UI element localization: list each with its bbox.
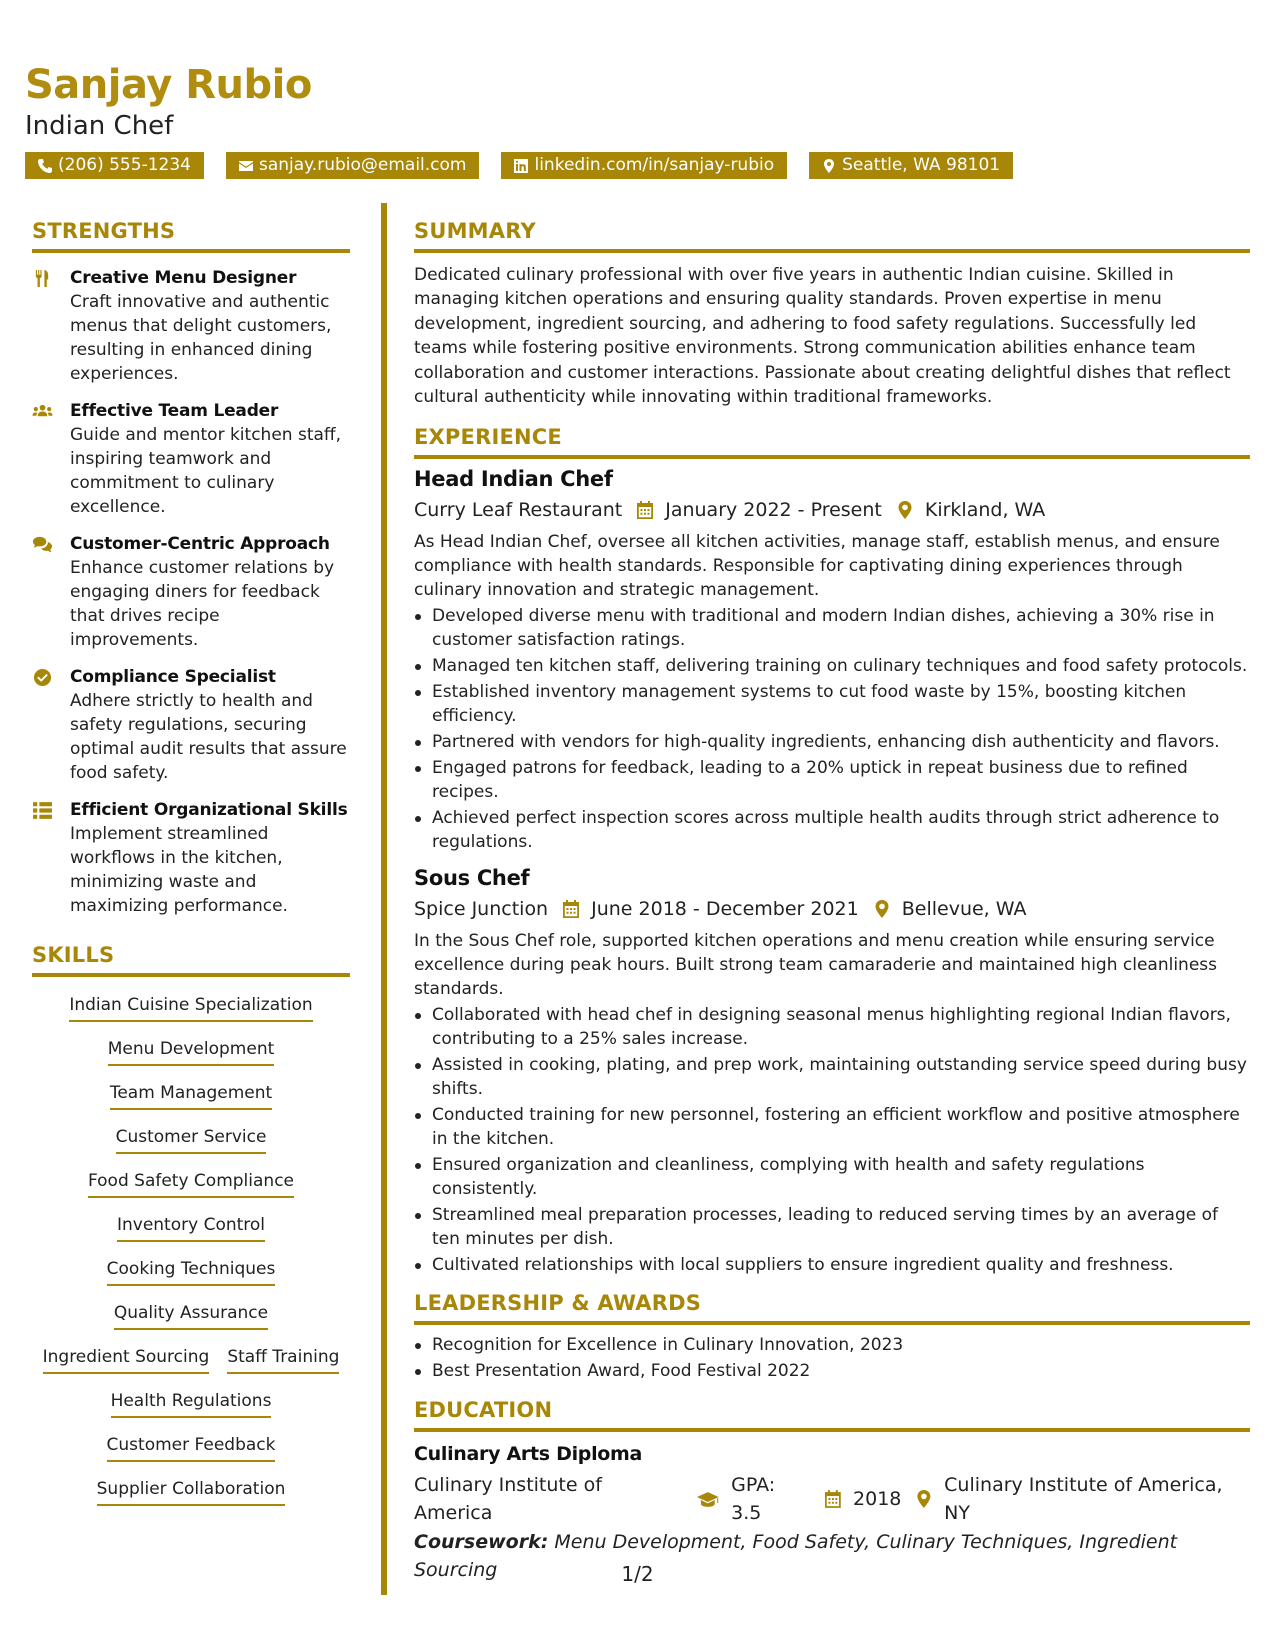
skill-tag: Inventory Control [117,1214,265,1242]
linkedin-icon [513,158,529,174]
skill-tag: Indian Cuisine Specialization [69,994,312,1022]
candidate-name: Sanjay Rubio [25,62,312,108]
strength-desc: Guide and mentor kitchen staff, inspiring teamwork and commitment to culinary excellence. [70,425,342,517]
strength-desc: Craft innovative and authentic menus that delight customers, resulting in enhanced dining experiences. [70,292,332,384]
job-company: Curry Leaf Restaurant [414,499,623,522]
graduation-year: 2018 [853,1488,902,1511]
contact-phone[interactable] [25,152,204,179]
skill-tag: Staff Training [227,1346,339,1374]
job-bullet: Conducted training for new personnel, fostering an efficient workflow and positive atmosphere in the kitchen. [414,1103,1250,1151]
strength-title: Compliance Specialist [70,667,276,687]
page-number: 1/2 [621,1562,654,1586]
job-bullet: Engaged patrons for feedback, leading to a 20% uptick in repeat business due to refined recipes. [414,756,1250,804]
skill-tag: Menu Development [108,1038,275,1066]
job-location: Kirkland, WA [924,499,1046,522]
strength-item [32,399,350,519]
strength-desc: Implement streamlined workflows in the kitchen, minimizing waste and maximizing performance. [70,824,288,916]
summary-text: Dedicated culinary professional with over five years in authentic Indian cuisine. Skilled in managing kitchen operations and ensuring quality standards. Proven expertise in menu development, ingredient sourcing, and adhering to food safety regulations. Successfully led teams while fostering positive environments. Strong communication abilities enhance team collaboration and customer interactions. Passionate about creating delightful dishes that reflect cultural authenticity while innovating within traditional frameworks. [414,265,1231,408]
right-column [414,216,1250,1584]
gpa: GPA: 3.5 [731,1474,776,1525]
linkedin-text: linkedin.com/in/sanjay-rubio [534,155,775,175]
summary-heading: SUMMARY [414,216,1250,253]
strength-title: Effective Team Leader [70,401,279,421]
contact-location [809,152,1013,179]
award-item: Recognition for Excellence in Culinary Innovation, 2023 [414,1333,1250,1357]
strength-item [32,798,350,918]
award-item: Best Presentation Award, Food Festival 2022 [414,1359,1250,1383]
calendar-icon [824,1489,842,1509]
skills-heading: SKILLS [32,940,350,977]
job-bullet: Streamlined meal preparation processes, leading to reduced serving times by an average of ten minutes per dish. [414,1203,1250,1251]
strength-item [32,532,350,652]
contact-linkedin[interactable] [501,152,787,179]
strengths-list [32,266,350,918]
phone-text: (206) 555-1234 [58,155,191,175]
candidate-title: Indian Chef [25,111,174,141]
job-dates: June 2018 - December 2021 [591,898,859,921]
location-text: Seattle, WA 98101 [842,155,1001,175]
job-bullet: Collaborated with head chef in designing seasonal menus highlighting regional Indian flavors, contributing to a 25% sales increase. [414,1003,1250,1051]
check-circle-icon [32,668,53,687]
strength-title: Efficient Organizational Skills [70,800,348,820]
skill-tag: Health Regulations [111,1390,272,1418]
skill-tag: Ingredient Sourcing [43,1346,210,1374]
calendar-icon [636,500,654,520]
skill-tag: Cooking Techniques [107,1258,276,1286]
strength-item [32,665,350,785]
job-bullet: Managed ten kitchen staff, delivering training on culinary techniques and food safety protocols. [414,654,1250,678]
map-pin-icon [821,158,837,174]
email-text: sanjay.rubio@email.com [258,155,467,175]
experience-heading: EXPERIENCE [414,422,1250,459]
strength-desc: Enhance customer relations by engaging diners for feedback that drives recipe improvements. [70,558,335,650]
strength-item [32,266,350,386]
strength-desc: Adhere strictly to health and safety regulations, securing optimal audit results that assure food safety. [70,691,347,783]
job-bullet: Partnered with vendors for high-quality ingredients, enhancing dish authenticity and flavors. [414,730,1250,754]
job-title: Sous Chef [414,866,530,891]
skill-tag: Team Management [110,1082,272,1110]
contact-bar [25,152,1250,179]
job-company: Spice Junction [414,898,549,921]
left-column [32,216,350,1522]
strength-title: Customer-Centric Approach [70,534,330,554]
school-name: Culinary Institute of America [414,1474,602,1525]
column-divider [381,203,387,1595]
job-meta [414,496,1250,524]
contact-email[interactable] [226,152,480,179]
calendar-icon [562,899,580,919]
job-title: Head Indian Chef [414,467,613,492]
job-entry [414,465,1250,854]
degree-title: Culinary Arts Diploma [414,1443,643,1466]
skill-tag: Supplier Collaboration [97,1478,286,1506]
skill-tag: Customer Feedback [107,1434,276,1462]
awards-heading: LEADERSHIP & AWARDS [414,1288,1250,1325]
awards-list [414,1333,1250,1383]
list-icon [32,801,53,820]
strength-title: Creative Menu Designer [70,268,297,288]
users-icon [32,402,53,421]
job-bullet: Established inventory management systems to cut food waste by 15%, boosting kitchen efficiency. [414,680,1250,728]
phone-icon [37,158,53,174]
graduation-cap-icon [696,1489,720,1509]
utensils-icon [32,269,53,288]
job-description: As Head Indian Chef, oversee all kitchen activities, manage staff, establish menus, and ensure compliance with health standards. Responsible for captivating dining experiences through culinary innovation and strategic management. [414,532,1220,601]
job-bullet: Developed diverse menu with traditional and modern Indian dishes, achieving a 30% rise in customer satisfaction ratings. [414,604,1250,652]
skill-tag: Quality Assurance [114,1302,268,1330]
job-bullets [414,604,1250,854]
job-entry [414,864,1250,1277]
comments-icon [32,535,53,554]
strengths-heading: STRENGTHS [32,216,350,253]
job-bullet: Ensured organization and cleanliness, complying with health and safety regulations consistently. [414,1153,1250,1201]
job-dates: January 2022 - Present [665,499,882,522]
coursework-text: Menu Development, Food Safety, Culinary Techniques, Ingredient Sourcing [414,1531,1178,1582]
education-meta [414,1471,1250,1527]
map-pin-icon [896,500,914,520]
map-pin-icon [915,1489,933,1509]
job-description: In the Sous Chef role, supported kitchen operations and menu creation while ensuring service excellence during peak hours. Built strong team camaraderie and maintained high cleanliness standards. [414,931,1218,1000]
job-bullet: Achieved perfect inspection scores across multiple health audits through strict adherence to regulations. [414,806,1250,854]
school-location: Culinary Institute of America, NY [944,1474,1223,1525]
coursework-label: Coursework: [414,1531,549,1554]
job-bullets [414,1003,1250,1277]
resume-header [25,58,1250,179]
job-location: Bellevue, WA [901,898,1027,921]
job-meta [414,895,1250,923]
skill-tag: Food Safety Compliance [88,1170,294,1198]
skill-tag: Customer Service [116,1126,267,1154]
envelope-icon [238,158,254,174]
education-heading: EDUCATION [414,1395,1250,1432]
job-bullet: Cultivated relationships with local suppliers to ensure ingredient quality and freshness. [414,1253,1250,1277]
map-pin-icon [873,899,891,919]
job-bullet: Assisted in cooking, plating, and prep work, maintaining outstanding service speed during busy shifts. [414,1053,1250,1101]
skills-list [32,994,350,1506]
